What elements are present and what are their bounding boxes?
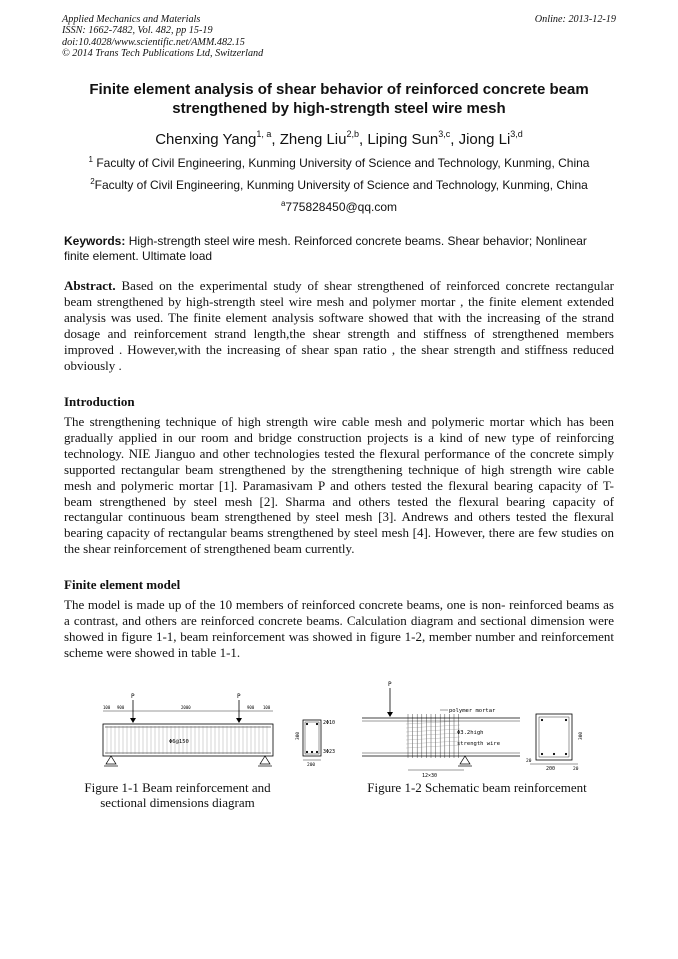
figure-1-1-caption xyxy=(80,780,275,810)
support xyxy=(460,756,470,764)
dim-label: 200 xyxy=(546,766,556,772)
journal-header xyxy=(62,14,263,60)
author-name: Liping Sun xyxy=(367,131,439,148)
copyright: © 2014 Trans Tech Publications Ltd, Switzerland xyxy=(62,48,264,60)
mortar-hatch xyxy=(406,721,460,724)
bottom-bar-label: 3Φ23 xyxy=(323,749,336,755)
dim-label: 2000 xyxy=(181,705,191,710)
rebar-dot xyxy=(316,751,318,753)
author-name: Chenxing Yang xyxy=(155,131,257,148)
rebar-dot xyxy=(565,719,567,721)
load-arrowhead xyxy=(130,718,136,723)
load-label: P xyxy=(237,693,241,700)
load-label: P xyxy=(388,681,392,688)
dim-label: 900 xyxy=(247,705,255,710)
top-bar-label: 2Φ10 xyxy=(323,720,336,726)
keywords-label: Keywords: xyxy=(64,234,126,248)
affiliation: $^1$ Faculty of Civil Engineering, Kunming University of Science and Technology, Kunming, China xyxy=(88,155,590,170)
rebar-dot xyxy=(541,753,543,755)
stirrup-label: Φ6@150 xyxy=(169,739,189,745)
mortar-hatch xyxy=(406,745,460,748)
rebar-dot xyxy=(553,753,555,755)
rebar-dot xyxy=(541,719,543,721)
author-sup: 3,d xyxy=(510,129,523,139)
dim-label: 20 xyxy=(573,767,579,772)
author-sup: 1, a xyxy=(256,129,272,139)
spacing-label: 12×30 xyxy=(422,773,438,779)
figure-1-1-beam-diagram xyxy=(95,690,350,775)
section-stirrup xyxy=(539,717,569,757)
right-support xyxy=(260,756,270,764)
rebar-dot xyxy=(311,751,313,753)
load-arrowhead xyxy=(387,712,393,717)
issn: ISSN: 1662-7482, Vol. 482, pp 15-19 xyxy=(62,25,213,37)
introduction-text: The strengthening technique of high strength wire cable mesh and polymeric mortar which has been gradually applied in our room and bridge construction projects is a kind of new type of reinforcing technology. NIE Jianguo and other technologies tested the flexural performance of the concrete simply supported rectangular beam strengthened by the strengthening technique of high strength wire cable mesh and polymeric mortar [1]. Paramasivam P and others tested the flexural bearing capacity of T- beam strengthened by steel mesh [2]. Sharma and others tested the flexural bearing capacity of rectangular continuous beam strengthened by steel mesh [3]. Andrews and others tested the flexural bearing capacity of rectangular beams strengthened by steel mesh [4]. However, there are few studies on the shear reinforcement of strengthened beam currently. xyxy=(64,414,614,557)
keywords-text: High-strength steel wire mesh. Reinforced concrete beams. Shear behavior; Nonlinear finite element. Ultimate load xyxy=(64,234,587,263)
mortar-hatch xyxy=(406,737,460,740)
author-sup: 2,b xyxy=(346,129,359,139)
height-label: 300 xyxy=(296,731,301,740)
section-stirrup xyxy=(305,722,319,754)
author-email: $^a$775828450@qq.com xyxy=(280,199,398,214)
caption-line: sectional dimensions diagram xyxy=(100,795,255,810)
rebar-dot xyxy=(565,753,567,755)
width-label: 200 xyxy=(307,763,316,768)
height-label: 300 xyxy=(579,731,584,740)
abstract-label: Abstract. xyxy=(64,278,116,293)
wire-label: strength wire xyxy=(457,741,501,747)
wire-group xyxy=(406,714,460,758)
dim-label: 900 xyxy=(117,705,125,710)
author-name: Zheng Liu xyxy=(279,131,347,148)
journal-name: Applied Mechanics and Materials xyxy=(62,14,201,25)
section-heading-introduction: Introduction xyxy=(64,394,135,409)
left-support xyxy=(106,756,116,764)
keywords xyxy=(64,234,614,263)
section-heading-fem: Finite element model xyxy=(64,577,181,592)
rebar-dot xyxy=(306,751,308,753)
rebar-dot xyxy=(316,723,318,725)
mortar-hatch xyxy=(406,729,460,732)
wire-label: Φ3.2high xyxy=(457,730,484,736)
load-arrowhead xyxy=(236,718,242,723)
paper-title: Finite element analysis of shear behavior of reinforced concrete beam strengthened by high-strength steel wire mesh xyxy=(89,81,589,117)
rebar-dot xyxy=(306,723,308,725)
abstract-text: Based on the experimental study of shear strengthened of reinforced concrete rectangular beam strengthened by high-strength steel wire mesh and polymer mortar , the finite element extended analysis was used. The finite element analysis software showed that with the increasing of the strand dosage and reinforcement strand length,the shear strength and stiffness of strengthened members improved . However,with the increasing of shear span ratio , the shear strength and stiffness reduced obviously . xyxy=(64,278,614,373)
dim-label: 20 xyxy=(526,759,532,764)
load-label: P xyxy=(131,693,135,700)
abstract xyxy=(64,278,614,373)
author-name: Jiong Li xyxy=(458,131,511,148)
caption-line: Figure 1-1 Beam reinforcement and xyxy=(84,780,271,795)
dim-label: 100 xyxy=(103,705,111,710)
affiliation: $^2$Faculty of Civil Engineering, Kunming University of Science and Technology, Kunming, China xyxy=(90,177,588,192)
mortar-hatch xyxy=(406,741,460,744)
online-date: Online: 2013-12-19 xyxy=(534,14,616,25)
figure-1-2-caption: Figure 1-2 Schematic beam reinforcement xyxy=(367,780,587,795)
doi: doi:10.4028/www.scientific.net/AMM.482.15 xyxy=(62,36,245,48)
figure-1-2-reinforcement-diagram xyxy=(360,678,590,783)
author-sup: 3,c xyxy=(438,129,451,139)
fem-text: The model is made up of the 10 members of reinforced concrete beams, one is non- reinforced beams as a contrast, and others are reinforced concrete beams. Calculation diagram and sectional dimension were showed in figure 1-1, beam reinforcement was showed in figure 1-2, member number and reinforcement scheme were showed in table 1-1. xyxy=(64,597,614,660)
section-outline xyxy=(303,720,321,756)
mortar-label: polymer mortar xyxy=(449,708,496,714)
mortar-hatch xyxy=(406,733,460,736)
author-list: Chenxing Yang$^{1, a}$, Zheng Liu$^{2,b}$, Liping Sun$^{3,c}$, Jiong Li$^{3,d}$ xyxy=(155,129,523,148)
mortar-hatch xyxy=(406,725,460,728)
dim-label: 100 xyxy=(263,705,271,710)
